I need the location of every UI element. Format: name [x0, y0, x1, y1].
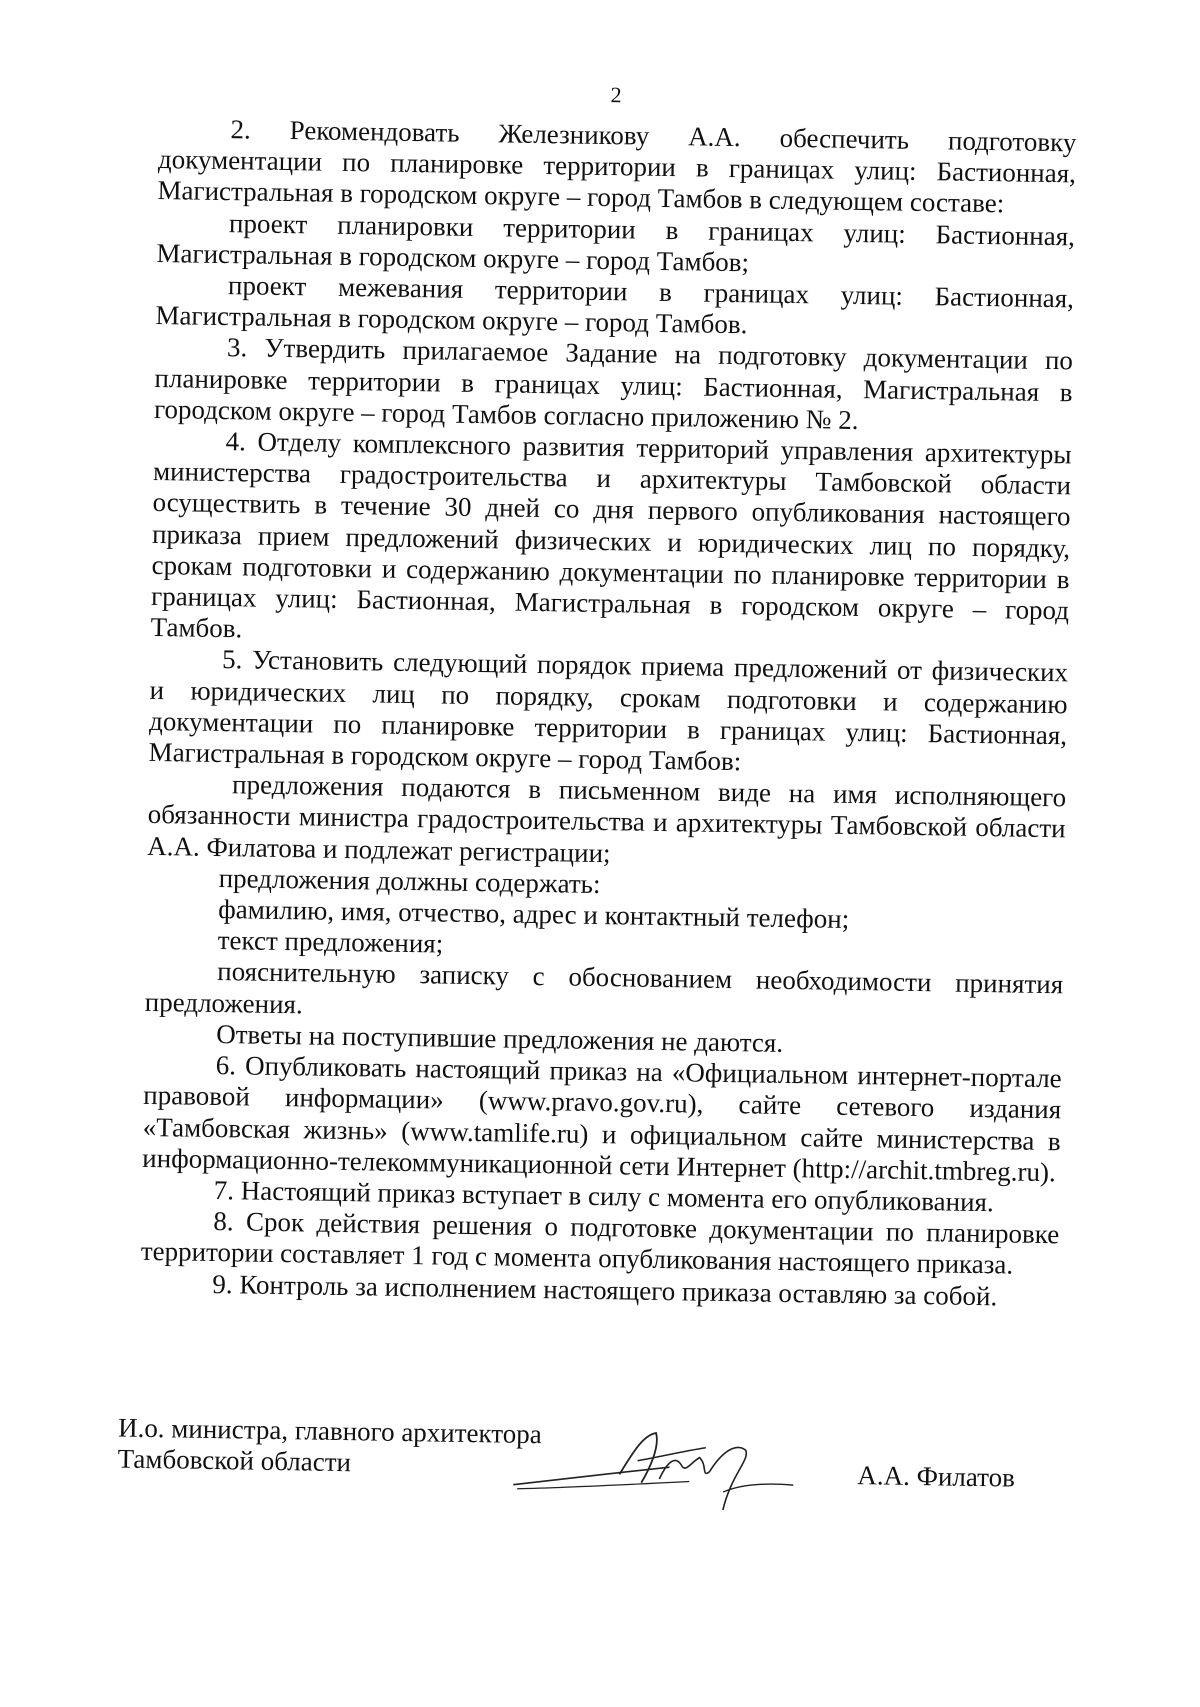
paragraph-9: 9. Контроль за исполнением настоящего приказа оставляю за собой. [212, 1268, 998, 1311]
paragraph-5-submission: предложения подаются в письменном виде на имя исполняющего обязанности министра градостроительства и архитектуры Тамбовской области А.А. Филатова и подлежат регистрации; [146, 769, 1067, 868]
paragraph-5: 5. Установить следующий порядок приема предложений от физических и юридических лиц по порядку, срокам подготовки и содержанию документации по планировке территории в границах улиц: Бастионная, Магистральная в городском округе – город Тамбов: [148, 644, 1069, 777]
paragraph-2: 2. Рекомендовать Железникову А.А. обеспечить подготовку документации по планировке территории в границах улиц: Бастионная, Магистральная в городском округе – город Тамбов в следующем составе: [157, 114, 1077, 219]
document-body [140, 113, 1077, 1313]
signatory-title [117, 1413, 542, 1482]
paragraph-5-contacts: фамилию, имя, отчество, адрес и контактный телефон; [218, 894, 850, 935]
paragraph-5-contents: предложения должны содержать: [218, 862, 601, 899]
signatory-title-line-2: Тамбовской области [117, 1443, 352, 1478]
paragraph-7: 7. Настоящий приказ вступает в силу с момента его опубликования. [213, 1174, 994, 1218]
signatory-name: А.А. Филатов [857, 1460, 1016, 1493]
paragraph-6: 6. Опубликовать настоящий приказ на «Официальном интернет-портале правовой информации» (www.pravo.gov.ru), сайте сетевого издания «Тамбовская жизнь» (www.tamlife.ru) и официальном сайте министерства в информационно-телекоммуникационной сети Интернет (http://archit.tmbreg.ru). [142, 1050, 1062, 1187]
paragraph-2-item-planning: проект планировки территории в границах улиц: Бастионная, Магистральная в городском округе – город Тамбов; [156, 207, 1076, 278]
paragraph-3: 3. Утвердить прилагаемое Задание на подготовку документации по планировке территории в границах улиц: Бастионная, Магистральная в городском округе – город Тамбов согласно приложению № 2. [153, 332, 1074, 435]
handwritten-signature [509, 1419, 801, 1524]
paragraph-8: 8. Срок действия решения о подготовке документации по планировке территории составляет 1 год с момента опубликования настоящего приказа. [140, 1206, 1060, 1280]
page-number: 2 [610, 82, 622, 108]
paragraph-5-explanatory-note: пояснительную записку с обоснованием необходимости принятия предложения. [144, 956, 1064, 1020]
paragraph-2-item-surveying: проект межевания территории в границах улиц: Бастионная, Магистральная в городском округе – город Тамбов. [155, 270, 1075, 340]
signature-block [117, 1413, 1059, 1538]
paragraph-5-text: текст предложения; [217, 925, 444, 959]
paragraph-5-no-replies: Ответы на поступившие предложения не даются. [216, 1018, 784, 1058]
signatory-title-line-1: И.о. министра, главного архитектора [117, 1412, 542, 1450]
paragraph-4: 4. Отделу комплексного развития территорий управления архитектуры министерства градостроительства и архитектуры Тамбовской области осуществить в течение 30 дней со дня первого опубликования настоящего приказа прием предложений физических и юридических лиц по порядку, срокам подготовки и содержанию документации по планировке территории в границах улиц: Бастионная, Магистральная в городском округе – город Тамбов. [150, 426, 1072, 644]
